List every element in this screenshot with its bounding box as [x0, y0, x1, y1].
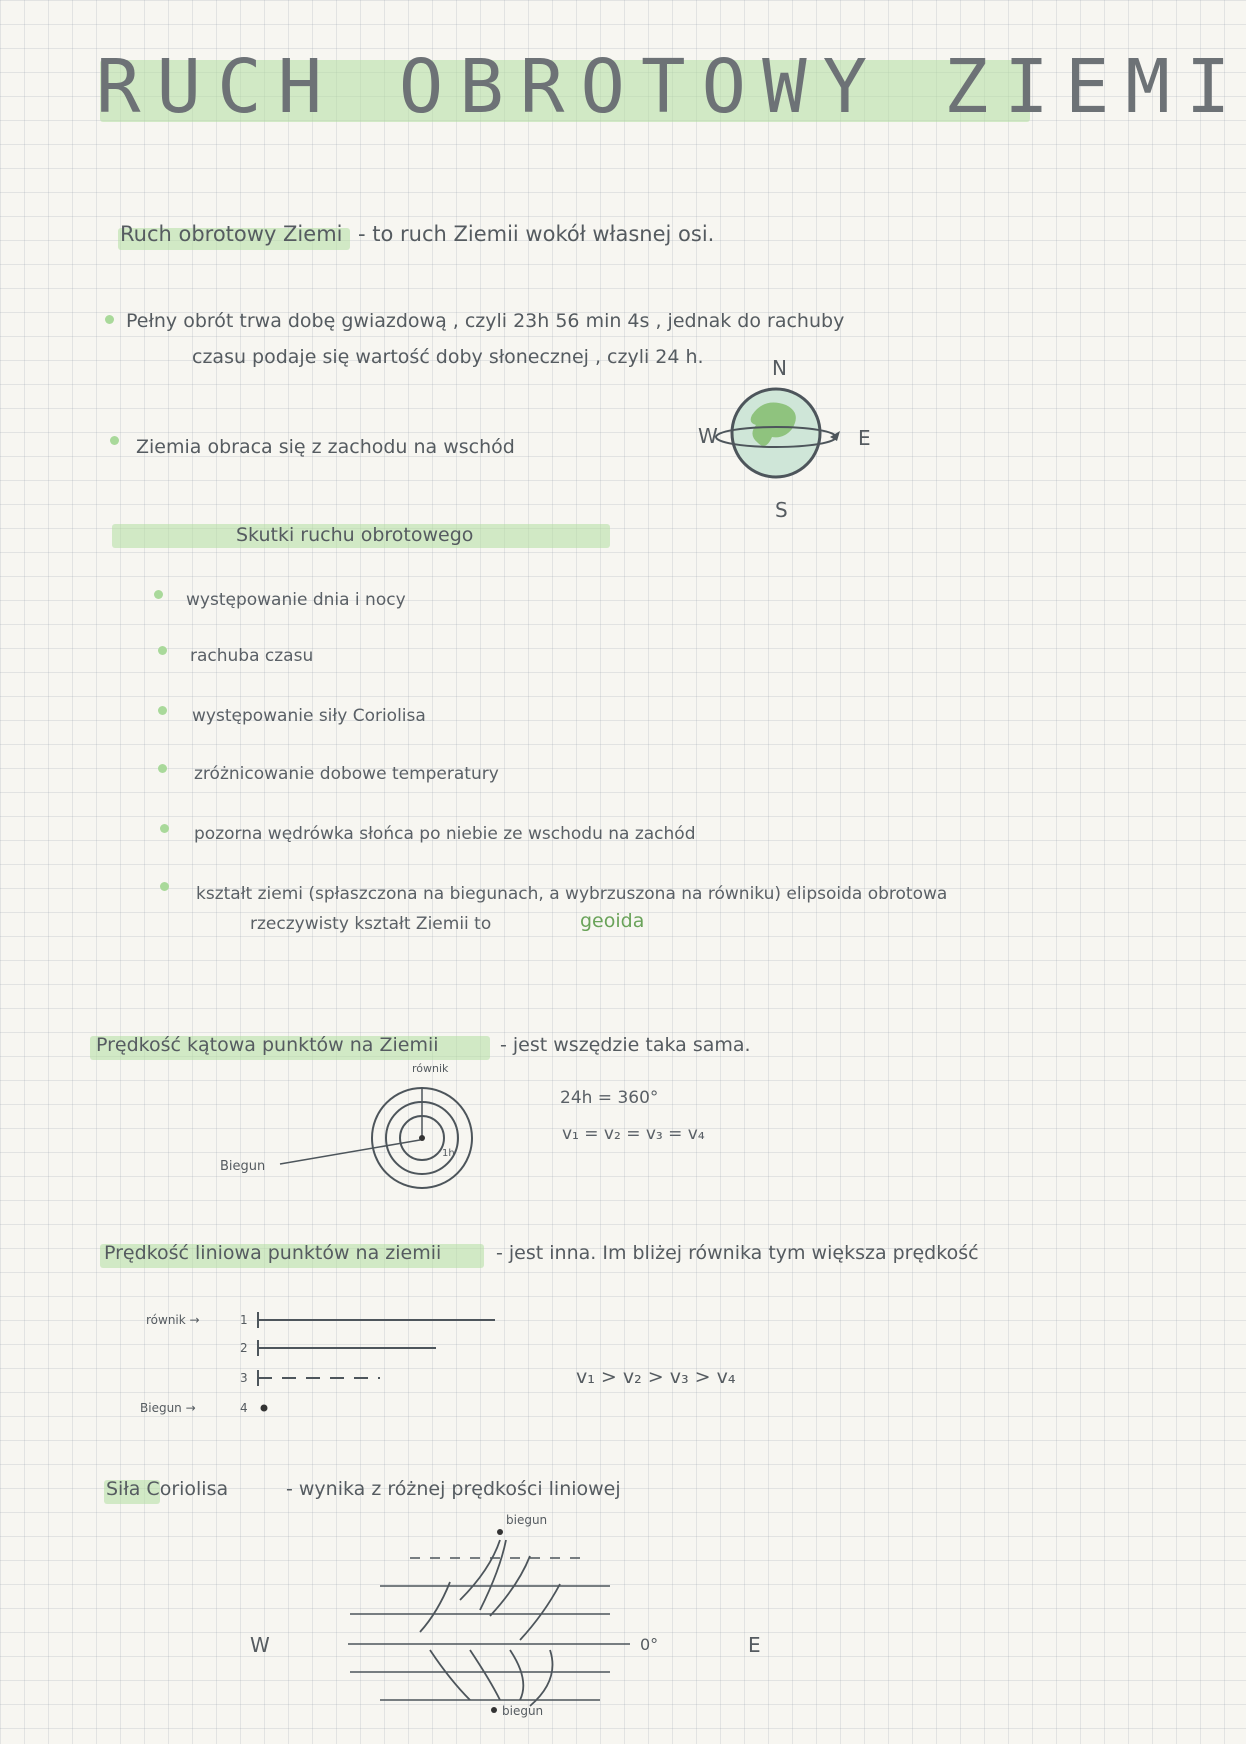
globe-e: E — [858, 426, 871, 450]
pole-label: Biegun → — [140, 1401, 196, 1415]
deflection-arrows — [420, 1540, 560, 1706]
pole-bottom-label: biegun — [502, 1704, 544, 1718]
pole-pointer — [280, 1140, 420, 1164]
shape-line-1: kształt ziemi (spłaszczona na biegunach, a wybrzuszona na równiku) elipsoida obrotowa — [196, 884, 948, 904]
row-number: 1 — [240, 1313, 248, 1327]
pole-top-point — [497, 1529, 503, 1535]
linear-relation: v₁ > v₂ > v₃ > v₄ — [576, 1366, 736, 1388]
equator-label: równik → — [146, 1313, 200, 1327]
row-number: 2 — [240, 1341, 248, 1355]
bullet-dot — [160, 824, 169, 833]
definition-term: Ruch obrotowy Ziemi — [120, 222, 343, 246]
effect-item: pozorna wędrówka słońca po niebie ze wschodu na zachód — [194, 824, 696, 844]
coriolis-term: Siła Coriolisa — [106, 1478, 229, 1500]
angular-equation-2: v₁ = v₂ = v₃ = v₄ — [562, 1124, 705, 1144]
angular-text: - jest wszędzie taka sama. — [500, 1034, 751, 1056]
effects-header: Skutki ruchu obrotowego — [236, 524, 474, 546]
bullet-dot — [110, 436, 119, 445]
rotation-line-1: Pełny obrót trwa dobę gwiazdową , czyli 23h 56 min 4s , jednak do rachuby — [126, 310, 845, 332]
center-label: 1h — [442, 1148, 455, 1159]
rotation-direction: Ziemia obraca się z zachodu na wschód — [136, 436, 515, 458]
coriolis-text: - wynika z różnej prędkości liniowej — [286, 1478, 621, 1500]
pole-point — [261, 1405, 268, 1412]
pole-label: Biegun — [220, 1159, 266, 1174]
angular-diagram — [220, 1060, 520, 1190]
globe-w: W — [698, 424, 718, 448]
effect-item: rachuba czasu — [190, 646, 314, 666]
linear-diagram — [140, 1300, 540, 1430]
rotation-line-2: czasu podaje się wartość doby słonecznej , czyli 24 h. — [192, 346, 704, 368]
angular-equation-1: 24h = 360° — [560, 1088, 659, 1108]
effect-item: występowanie dnia i nocy — [186, 590, 406, 610]
zero-label: 0° — [640, 1635, 659, 1654]
bullet-dot — [160, 882, 169, 891]
shape-word: geoida — [580, 910, 645, 932]
bullet-dot — [158, 706, 167, 715]
pole-top-label: biegun — [506, 1513, 548, 1527]
pole-bottom-point — [491, 1707, 497, 1713]
row-number: 3 — [240, 1371, 248, 1385]
globe-s: S — [775, 498, 788, 522]
angular-term: Prędkość kątowa punktów na Ziemii — [96, 1034, 439, 1056]
bullet-dot — [154, 590, 163, 599]
definition-text: - to ruch Ziemii wokół własnej osi. — [358, 222, 715, 246]
effect-item: występowanie siły Coriolisa — [192, 706, 426, 726]
effect-item: zróżnicowanie dobowe temperatury — [194, 764, 499, 784]
east-label: E — [748, 1633, 761, 1657]
bullet-dot — [158, 764, 167, 773]
shape-line-2: rzeczywisty kształt Ziemii to — [250, 914, 492, 934]
linear-term: Prędkość liniowa punktów na ziemii — [104, 1242, 442, 1264]
equator-label: równik — [412, 1062, 449, 1075]
bullet-dot — [158, 646, 167, 655]
globe-n: N — [772, 356, 787, 380]
bullet-dot — [105, 315, 114, 324]
coriolis-diagram — [230, 1510, 790, 1720]
row-number: 4 — [240, 1401, 248, 1415]
west-label: W — [250, 1633, 270, 1657]
page-title: RUCH OBROTOWY ZIEMI — [96, 44, 1246, 130]
linear-text: - jest inna. Im bliżej równika tym większa prędkość — [496, 1242, 979, 1264]
globe-diagram — [680, 355, 880, 525]
